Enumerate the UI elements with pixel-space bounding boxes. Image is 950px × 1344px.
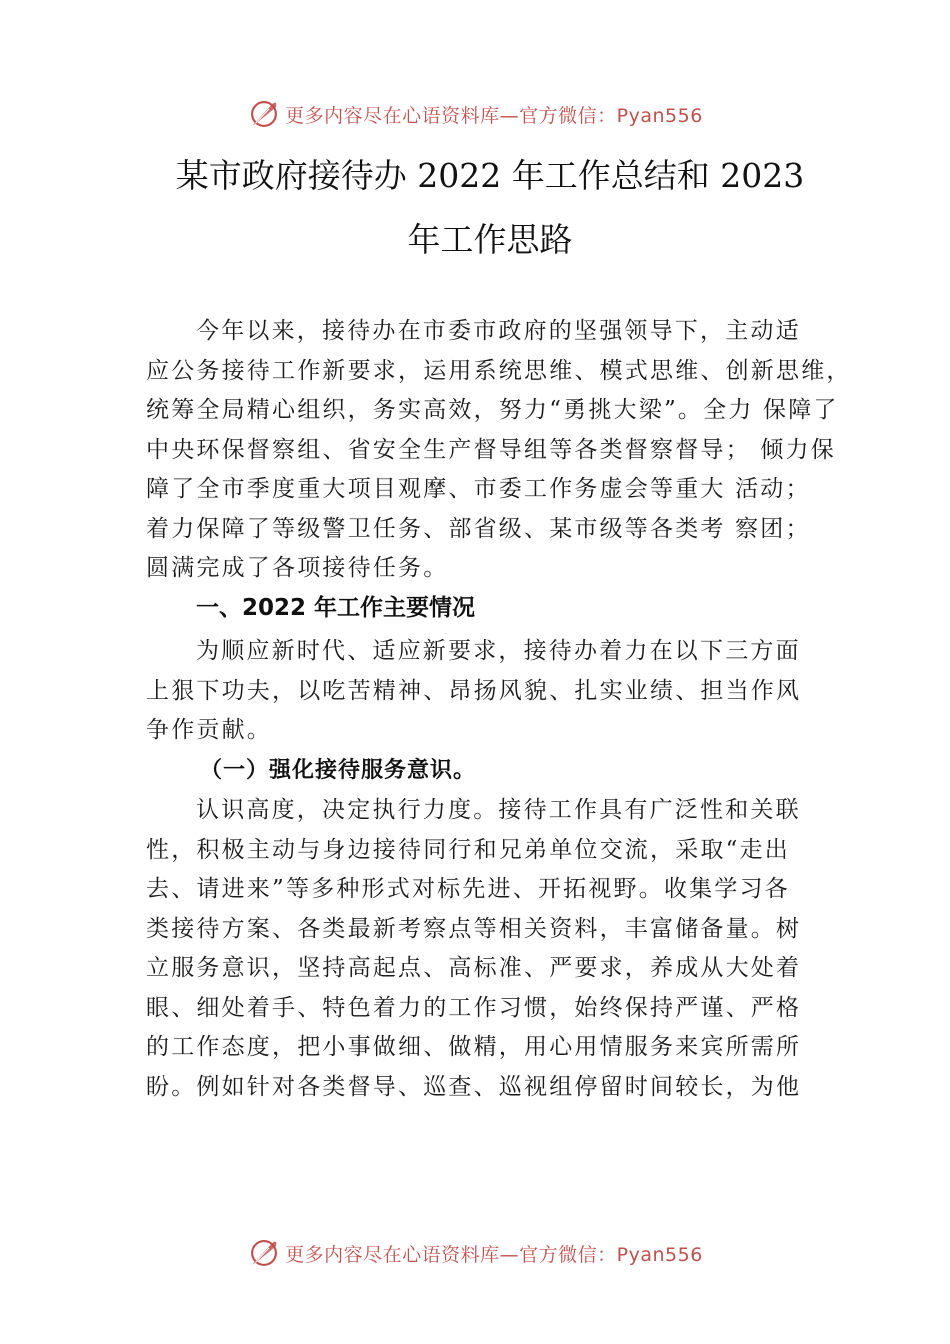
paragraph-3-line: 认识高度，决定执行力度。接待工作具有广泛性和关联 (196, 797, 801, 823)
paragraph-3-line: 立服务意识，坚持高起点、高标准、严要求，养成从大处着 (146, 955, 802, 981)
paragraph-3-line: 盼。例如针对各类督导、巡查、巡视组停留时间较长，为他 (146, 1074, 802, 1100)
paragraph-2-line: 为顺应新时代、适应新要求，接待办着力在以下三方面 (196, 638, 801, 664)
paragraph-2-line: 争作贡献。 (146, 717, 272, 743)
document-title-line-2: 年工作思路 (407, 220, 573, 259)
paragraph-1-line: 统筹全局精心组织，务实高效，努力“勇挑大梁”。全力 保障了 (146, 397, 839, 423)
paragraph-1-line: 着力保障了等级警卫任务、部省级、某市级等各类考 察团； (146, 516, 811, 542)
section-heading: 一、2022 年工作主要情况 (196, 595, 476, 621)
watermark-text: 更多内容尽在心语资料库—官方微信：Pyan556 (285, 104, 703, 127)
paragraph-1-line: 中央环保督察组、省安全生产督导组等各类督察督导； 倾力保 (146, 437, 836, 463)
paragraph-3-line: 去、请进来”等多种形式对标先进、开拓视野。收集学习各 (146, 876, 790, 902)
paragraph-3-line: 类接待方案、各类最新考察点等相关资料，丰富储备量。树 (146, 916, 802, 942)
paragraph-3-line: 眼、细处着手、特色着力的工作习惯，始终保持严谨、严格 (146, 995, 802, 1021)
paragraph-1-line: 圆满完成了各项接待任务。 (146, 555, 449, 581)
watermark-header (0, 94, 950, 134)
feather-pen-circle-icon (247, 1236, 281, 1270)
subsection-heading: （一）强化接待服务意识。 (200, 757, 477, 783)
watermark-footer (0, 1233, 950, 1273)
paragraph-3-line: 性，积极主动与身边接待同行和兄弟单位交流，采取“走出 (146, 837, 790, 863)
document-title-line-1: 某市政府接待办 2022 年工作总结和 2023 (175, 156, 805, 195)
paragraph-3-line: 的工作态度，把小事做细、做精，用心用情服务来宾所需所 (146, 1034, 802, 1060)
feather-pen-circle-icon (247, 97, 281, 131)
watermark-text: 更多内容尽在心语资料库—官方微信：Pyan556 (285, 1243, 703, 1266)
paragraph-1-line: 今年以来，接待办在市委市政府的坚强领导下，主动适 (196, 318, 801, 344)
paragraph-2-line: 上狠下功夫，以吃苦精神、昂扬风貌、扎实业绩、担当作风 (146, 678, 802, 704)
paragraph-1-line: 应公务接待工作新要求，运用系统思维、模式思维、创新思维， (146, 358, 852, 384)
paragraph-1-line: 障了全市季度重大项目观摩、市委工作务虚会等重大 活动； (146, 476, 811, 502)
